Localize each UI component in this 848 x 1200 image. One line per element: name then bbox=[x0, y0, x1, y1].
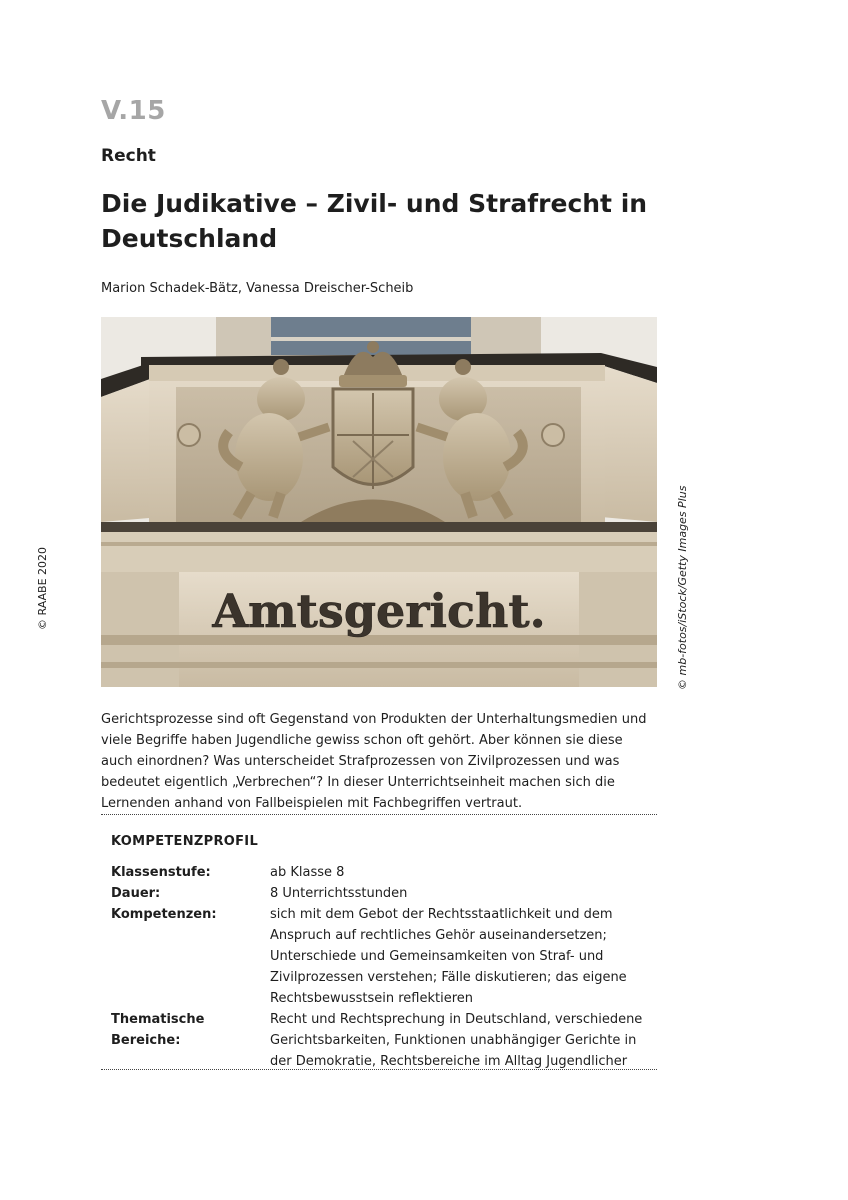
profile-value: sich mit dem Gebot der Rechtsstaatlichkeit und dem Anspruch auf rechtliches Gehör auseinandersetzen; Unterschiede und Gemeinsamkeiten von Straf- und Zivilprozessen verstehen; Fälle diskutieren; das eigene Rechtsbewusstsein reflektieren bbox=[270, 907, 627, 1006]
courthouse-photo bbox=[101, 317, 657, 687]
profile-row-grade bbox=[111, 862, 651, 883]
profile-row-duration bbox=[111, 883, 651, 904]
profile-label: Kompetenzen: bbox=[111, 907, 217, 922]
profile-row-topics bbox=[111, 1009, 651, 1072]
amtsgericht-sign: Amtsgericht. bbox=[212, 584, 546, 638]
photo-credit: © mb-fotos/iStock/Getty Images Plus bbox=[676, 485, 689, 690]
profile-heading: KOMPETENZPROFIL bbox=[111, 834, 259, 849]
unit-number: V.15 bbox=[101, 96, 166, 126]
copyright-notice: © RAABE 2020 bbox=[36, 546, 49, 630]
profile-label: Thematische Bereiche: bbox=[111, 1012, 205, 1048]
divider-bottom bbox=[101, 1069, 657, 1070]
intro-paragraph: Gerichtsprozesse sind oft Gegenstand von Produkten der Unterhaltungsmedien und viele Begriffe haben Jugendliche gewiss schon oft gehört. Aber können sie diese auch einordnen? Was unterscheidet Strafprozessen von Zivilprozessen und was bedeutet eigentlich „Verbrechen“? In dieser Unterrichtseinheit machen sich die Lernenden anhand von Fallbeispielen mit Fachbegriffen vertraut. bbox=[101, 712, 647, 811]
subject-label: Recht bbox=[101, 146, 156, 166]
profile-row-competences bbox=[111, 904, 651, 1009]
divider-top bbox=[101, 814, 657, 815]
profile-value: Recht und Rechtsprechung in Deutschland, verschiedene Gerichtsbarkeiten, Funktionen unabhängiger Gerichte in der Demokratie, Rechtsbereiche im Alltag Jugendlicher bbox=[270, 1012, 643, 1069]
profile-label: Dauer: bbox=[111, 886, 161, 901]
authors: Marion Schadek-Bätz, Vanessa Dreischer-Scheib bbox=[101, 281, 414, 296]
profile-label: Klassenstufe: bbox=[111, 865, 211, 880]
profile-value: ab Klasse 8 bbox=[270, 865, 345, 880]
competence-profile-table bbox=[111, 862, 651, 1072]
page-title: Die Judikative – Zivil- und Strafrecht in Deutschland bbox=[101, 189, 648, 253]
profile-value: 8 Unterrichtsstunden bbox=[270, 886, 408, 901]
